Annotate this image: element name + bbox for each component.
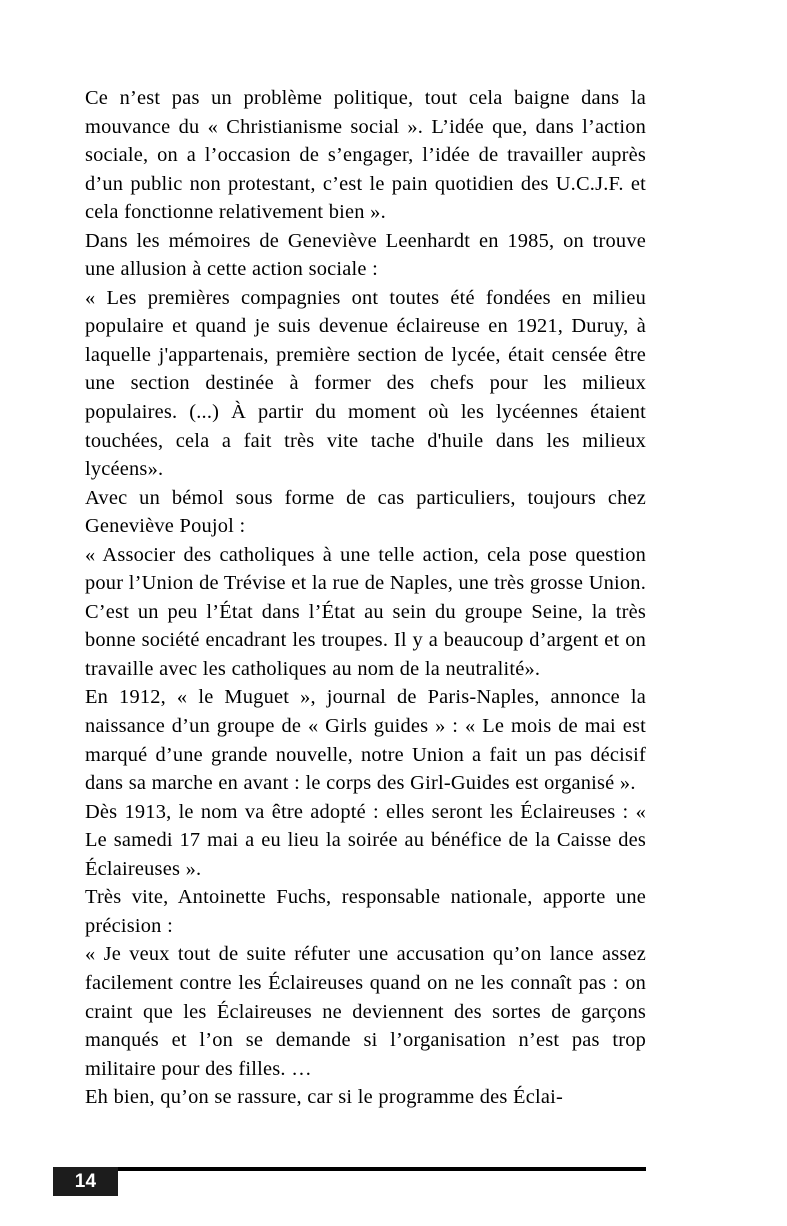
paragraph: Avec un bémol sous forme de cas particuliers, toujours chez Geneviève Poujol : xyxy=(85,486,646,538)
paragraph: Très vite, Antoinette Fuchs, responsable nationale, apporte une précision : xyxy=(85,886,646,937)
page-footer xyxy=(53,1167,646,1197)
paragraph: « Les premières compagnies ont toutes été fondées en milieu populaire et quand je suis devenue éclaireuse en 1921, Duruy, à laquelle j'appartenais, première section de lycée, était censée être une section destinée à former des chefs pour les milieux populaires. (...) À partir du moment où les lycéennes étaient touchées, cela a fait très vite tache d'huile dans les milieux lycéens». xyxy=(85,286,646,481)
page-number-badge xyxy=(53,1167,118,1196)
paragraph: Dès 1913, le nom va être adopté : elles seront les Éclaireuses : « Le samedi 17 mai a eu lieu la soirée au bénéfice de la Caisse des Éclaireuses ». xyxy=(85,800,646,880)
paragraph: En 1912, « le Muguet », journal de Paris-Naples, annonce la naissance d’un groupe de « Girls guides » : « Le mois de mai est marqué d’une grande nouvelle, notre Union a fait un pas décisif dans sa marche en avant : le corps des Girl-Guides est organisé ». xyxy=(85,686,646,795)
paragraph: Ce n’est pas un problème politique, tout cela baigne dans la mouvance du « Christianisme social ». L’idée que, dans l’action sociale, on a l’occasion de s’engager, l’idée de travailler auprès d’un public non protestant, c’est le pain quotidien des U.C.J.F. et cela fonctionne relativement bien ». xyxy=(85,87,646,224)
paragraph: « Je veux tout de suite réfuter une accusation qu’on lance assez facilement contre les Éclaireuses quand on ne les connaît pas : on craint que les Éclaireuses ne deviennent des sortes de garçons manqués et l’on se demande si l’organisation n’est pas trop militaire pour des filles. … xyxy=(85,943,646,1080)
body-text-column xyxy=(85,84,646,1112)
paragraph: Dans les mémoires de Geneviève Leenhardt en 1985, on trouve une allusion à cette action sociale : xyxy=(85,229,646,281)
paragraph: Eh bien, qu’on se rassure, car si le programme des Éclai- xyxy=(85,1086,563,1109)
page-number-label: 14 xyxy=(74,1170,97,1192)
paragraph: « Associer des catholiques à une telle action, cela pose question pour l’Union de Trévise et la rue de Naples, une très grosse Union. C’est un peu l’État dans l’État au sein du groupe Seine, la très bonne société encadrant les troupes. Il y a beaucoup d’argent et on travaille avec les catholiques au nom de la neutralité». xyxy=(85,543,646,680)
footer-divider xyxy=(118,1167,646,1171)
